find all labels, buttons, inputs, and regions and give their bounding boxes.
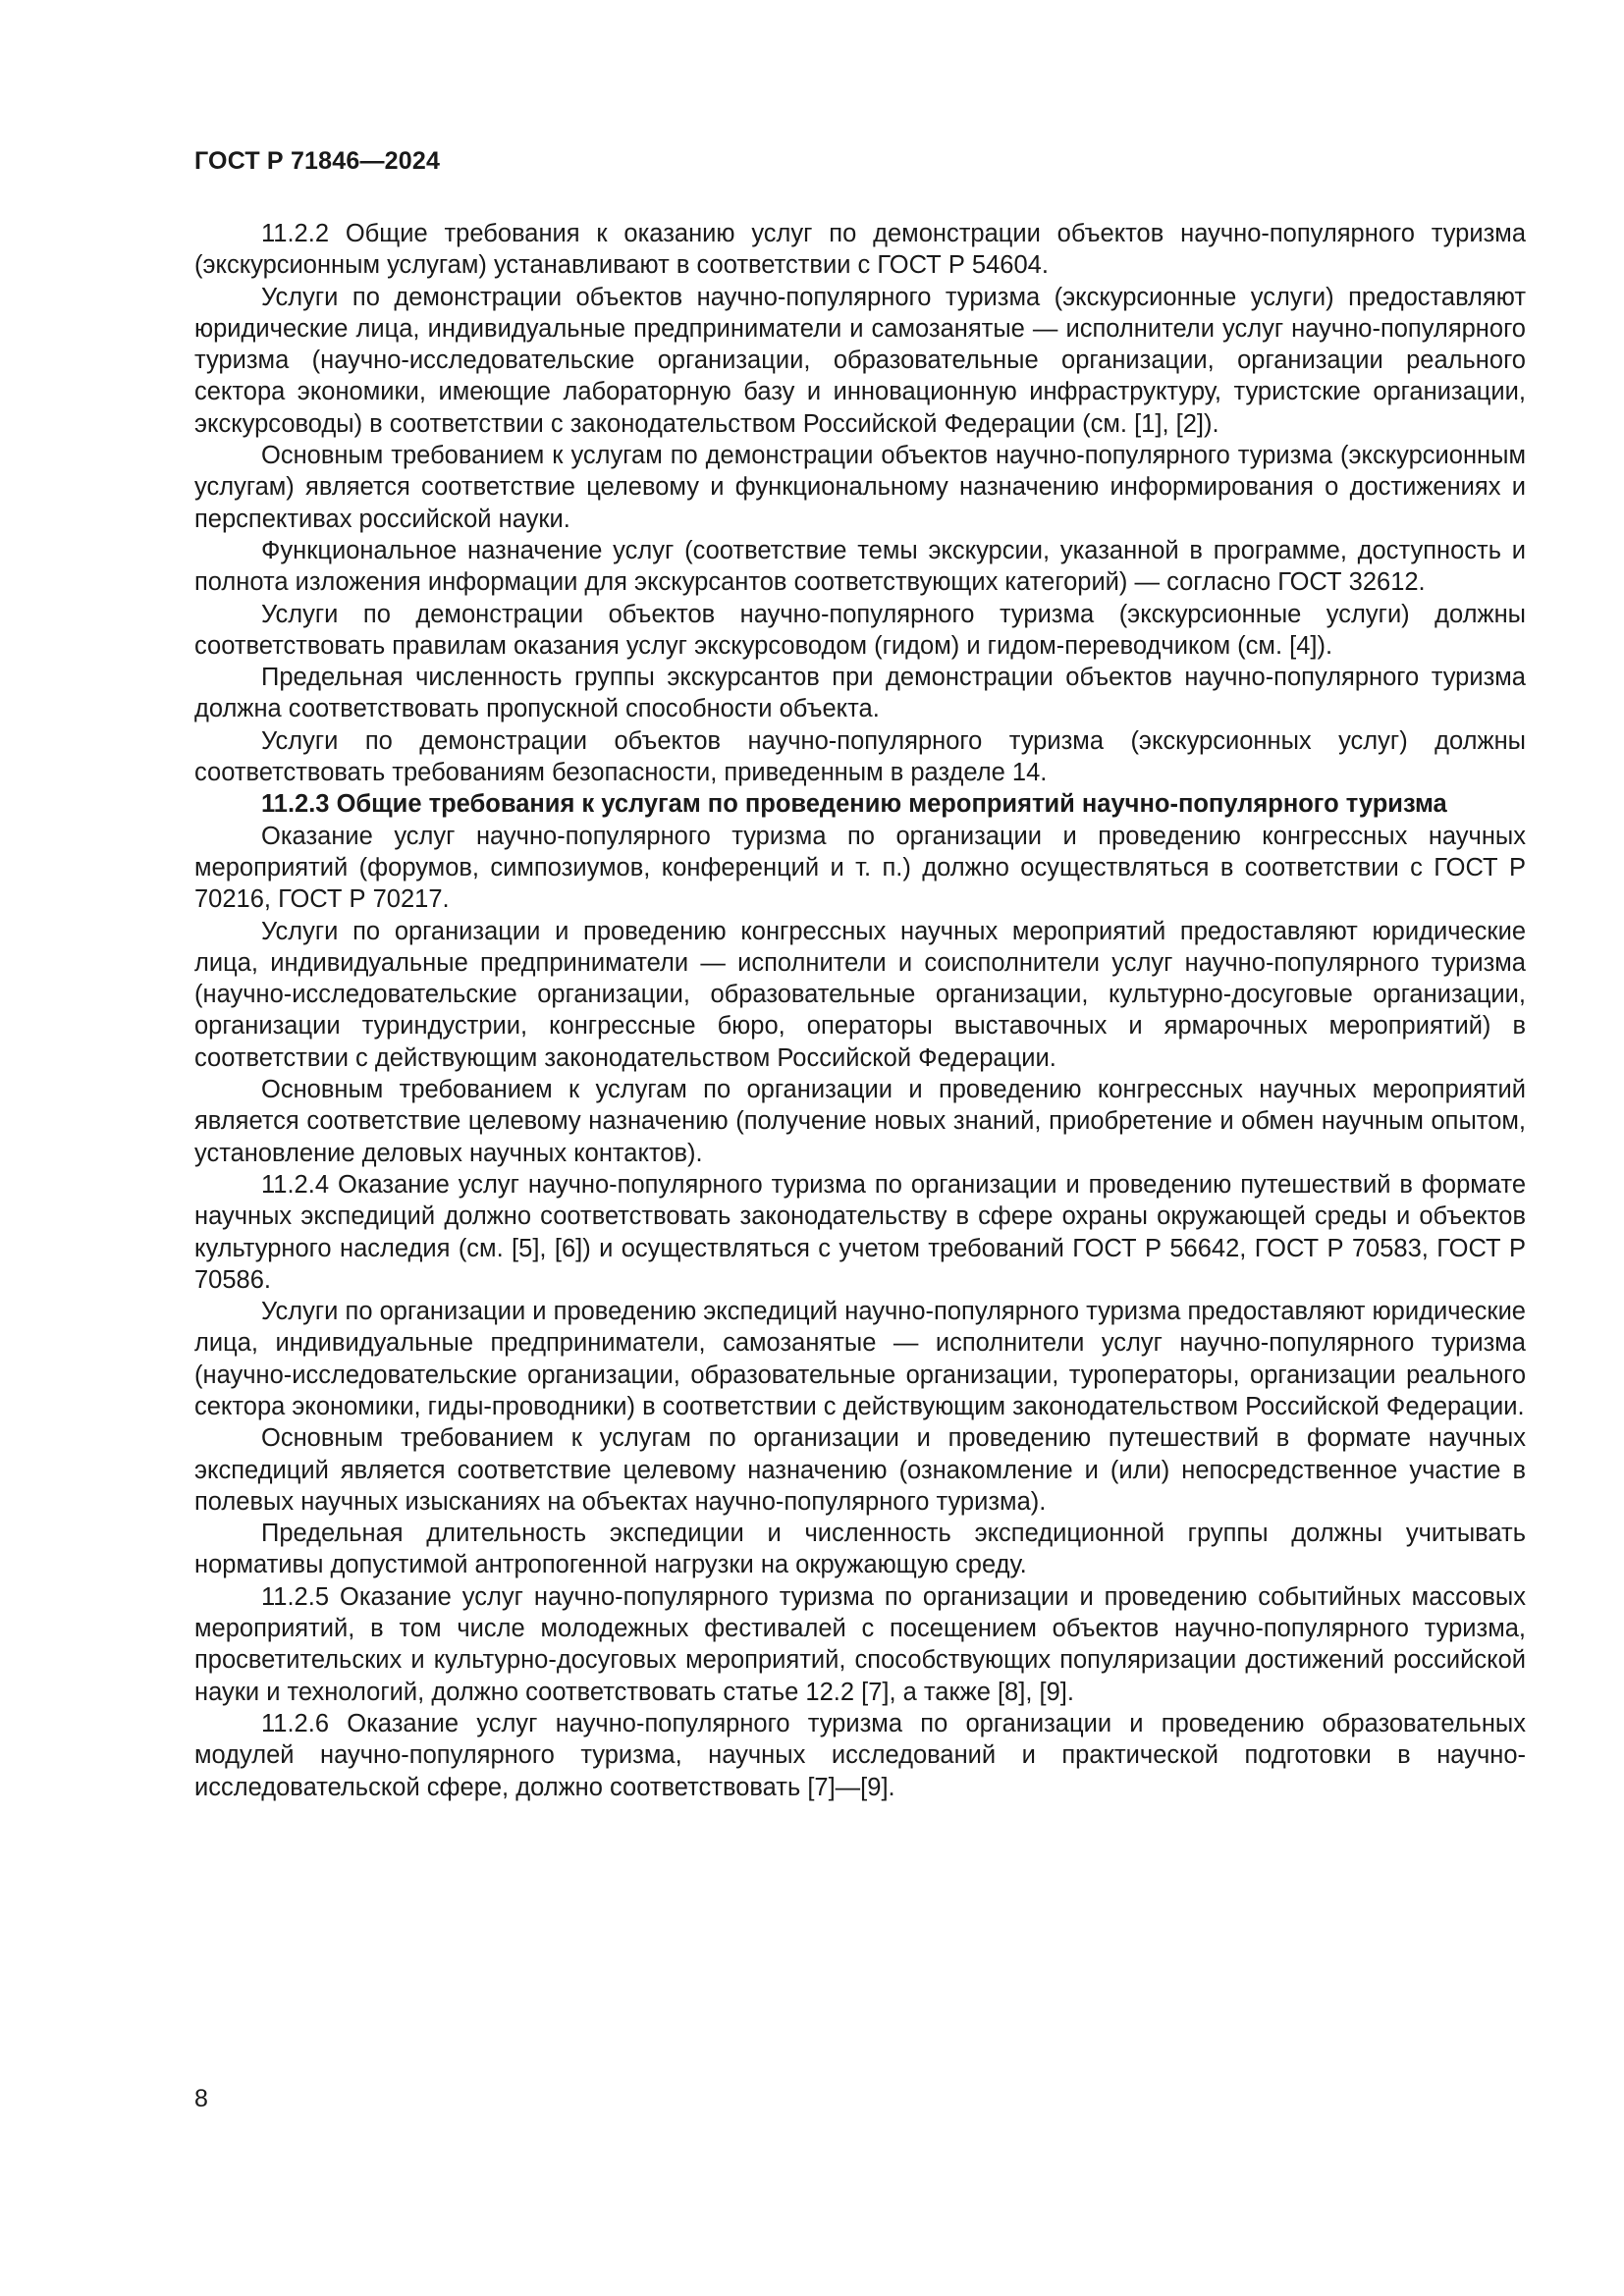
paragraph-11-2-2: 11.2.2 Общие требования к оказанию услуг по демонстрации объектов научно-популярного туризма (экскурсионным услугам) устанавливают в соответствии с ГОСТ Р 54604.	[194, 220, 1526, 280]
paragraph: Предельная длительность экспедиции и численность экспедиционной группы должны учитывать нормативы допустимой антропогенной нагрузки на окружающую среду.	[194, 1520, 1526, 1579]
paragraph-11-2-5: 11.2.5 Оказание услуг научно-популярного туризма по организации и проведению событийных массовых мероприятий, в том числе молодежных фестивалей с посещением объектов научно-популярного туризма, просветительских и культурно-досуговых мероприятий, способствующих популяризации достижений российской науки и технологий, должно соответствовать статье 12.2 [7], а также [8], [9].	[194, 1582, 1526, 1706]
paragraph: Функциональное назначение услуг (соответствие темы экскурсии, указанной в программе, доступность и полнота изложения информации для экскурсантов соответствующих категорий) — согласно ГОСТ 32612.	[194, 536, 1526, 597]
paragraph-11-2-6: 11.2.6 Оказание услуг научно-популярного туризма по организации и проведению образовательных модулей научно-популярного туризма, научных исследований и практической подготовки в научно-исследовательской сфере, должно соответствовать [7]—[9].	[194, 1709, 1526, 1801]
paragraph: Основным требованием к услугам по организации и проведению путешествий в формате научных экспедиций является соответствие целевому назначению (ознакомление и (или) непосредственное участие в полевых научных изысканиях на объектах научно-популярного туризма).	[194, 1424, 1526, 1516]
paragraph: Предельная численность группы экскурсантов при демонстрации объектов научно-популярного туризма должна соответствовать пропускной способности объекта.	[194, 664, 1526, 723]
paragraph: Услуги по организации и проведению конгрессных научных мероприятий предоставляют юридические лица, индивидуальные предприниматели — исполнители и соисполнители услуг научно-популярного туризма (научно-исследовательские организации, образовательные организации, культурно-досуговые организации, организации туриндустрии, конгрессные бюро, операторы выставочных и ярмарочных мероприятий) в соответствии с действующим законодательством Российской Федерации.	[194, 917, 1526, 1072]
document-header: ГОСТ Р 71846—2024	[194, 147, 441, 175]
paragraph: Основным требованием к услугам по организации и проведению конгрессных научных мероприятий является соответствие целевому назначению (получение новых знаний, приобретение и обмен научным опытом, установление деловых научных контактов).	[194, 1076, 1526, 1167]
section-heading-11-2-3: 11.2.3 Общие требования к услугам по проведению мероприятий научно-популярного туризма	[261, 790, 1447, 819]
page-number: 8	[194, 2085, 208, 2112]
paragraph-11-2-4: 11.2.4 Оказание услуг научно-популярного туризма по организации и проведению путешествий в формате научных экспедиций должно соответствовать законодательству в сфере охраны окружающей среды и объектов культурного наследия (см. [5], [6]) и осуществляться с учетом требований ГОСТ Р 56642, ГОСТ Р 70583, ГОСТ Р 70586.	[194, 1170, 1526, 1294]
document-body	[194, 218, 1526, 1803]
paragraph: Основным требованием к услугам по демонстрации объектов научно-популярного туризма (экскурсионным услугам) является соответствие целевому и функциональному назначению информирования о достижениях и перспективах российской науки.	[194, 442, 1526, 533]
paragraph: Услуги по демонстрации объектов научно-популярного туризма (экскурсионные услуги) предоставляют юридические лица, индивидуальные предприниматели и самозанятые — исполнители услуг научно-популярного туризма (научно-исследовательские организации, образовательные организации, организации реального сектора экономики, имеющие лабораторную базу и инновационную инфраструктуру, туристские организации, экскурсоводы) в соответствии с законодательством Российской Федерации (см. [1], [2]).	[194, 283, 1526, 438]
paragraph: Услуги по демонстрации объектов научно-популярного туризма (экскурсионных услуг) должны соответствовать требованиям безопасности, приведенным в разделе 14.	[194, 726, 1526, 787]
paragraph: Оказание услуг научно-популярного туризма по организации и проведению конгрессных научных мероприятий (форумов, симпозиумов, конференций и т. п.) должно осуществляться в соответствии с ГОСТ Р 70216, ГОСТ Р 70217.	[194, 822, 1526, 914]
paragraph: Услуги по организации и проведению экспедиций научно-популярного туризма предоставляют юридические лица, индивидуальные предприниматели, самозанятые — исполнители услуг научно-популярного туризма (научно-исследовательские организации, образовательные организации, туроператоры, организации реального сектора экономики, гиды-проводники) в соответствии с действующим законодательством Российской Федерации.	[194, 1298, 1526, 1420]
paragraph: Услуги по демонстрации объектов научно-популярного туризма (экскурсионные услуги) должны соответствовать правилам оказания услуг экскурсоводом (гидом) и гидом-переводчиком (см. [4]).	[194, 600, 1526, 660]
